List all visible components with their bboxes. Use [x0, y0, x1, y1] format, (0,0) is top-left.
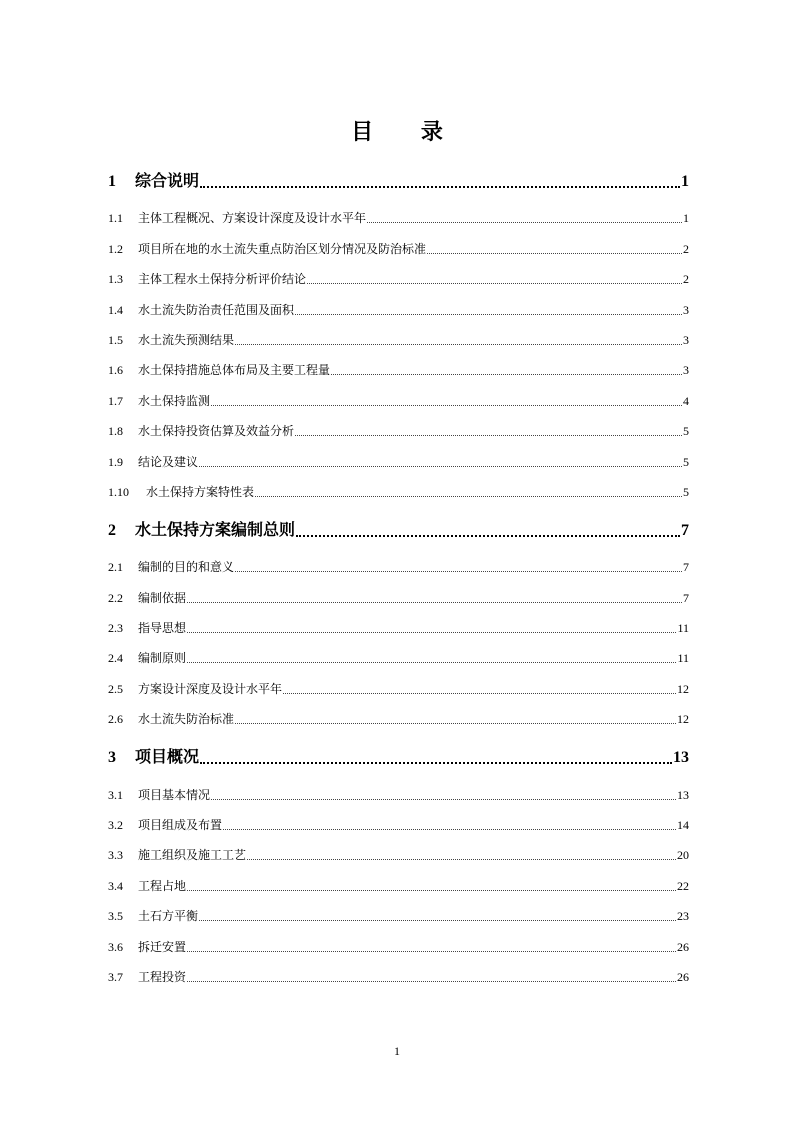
- toc-page-number: 26: [677, 939, 689, 954]
- toc-page-number: 1: [683, 211, 689, 226]
- toc-label: 方案设计深度及设计水平年: [138, 681, 283, 696]
- toc-number: 1.2: [108, 241, 123, 256]
- toc-page-number: 13: [677, 787, 689, 802]
- toc-label: 编制原则: [138, 651, 187, 666]
- dot-leader: [296, 524, 680, 540]
- toc-number: 3.4: [108, 878, 123, 893]
- toc-number: 3.6: [108, 939, 123, 954]
- toc-number: 1.1: [108, 211, 123, 226]
- toc-number: 1.9: [108, 454, 123, 469]
- dot-leader: [367, 214, 682, 226]
- toc-number: 2: [108, 521, 116, 539]
- toc-section[interactable]: [108, 863, 689, 893]
- dot-leader: [295, 306, 682, 318]
- toc-section[interactable]: [108, 470, 689, 500]
- toc-page-number: 5: [683, 424, 689, 439]
- toc-page-number: 26: [677, 969, 689, 984]
- toc-label: 编制依据: [138, 590, 187, 605]
- toc-label: 水土保持投资估算及效益分析: [138, 424, 295, 439]
- dot-leader: [307, 275, 682, 287]
- toc-page-number: 14: [677, 818, 689, 833]
- toc-label: 水土流失防治责任范围及面积: [138, 302, 295, 317]
- toc-page-number: 11: [677, 651, 689, 666]
- toc-number: 1.8: [108, 424, 123, 439]
- toc-section[interactable]: [108, 287, 689, 317]
- dot-leader: [211, 397, 682, 409]
- toc-number: 1.6: [108, 363, 123, 378]
- toc-label: 施工组织及施工工艺: [138, 848, 247, 863]
- toc-label: 工程占地: [138, 878, 187, 893]
- toc-label: 项目概况: [135, 747, 200, 767]
- dot-leader: [427, 245, 682, 257]
- toc-label: 主体工程水土保持分析评价结论: [138, 272, 307, 287]
- toc-section[interactable]: [108, 666, 689, 696]
- toc-section[interactable]: [108, 545, 689, 575]
- toc-number: 2.1: [108, 560, 123, 575]
- toc-number: 1: [108, 173, 116, 190]
- page-title: 目 录: [351, 120, 463, 145]
- toc-section[interactable]: [108, 409, 689, 439]
- dot-leader: [211, 791, 676, 803]
- toc-section[interactable]: [108, 803, 689, 833]
- toc-label: 结论及建议: [138, 454, 199, 469]
- toc-label: 土石方平衡: [138, 909, 199, 924]
- toc-label: 水土保持监测: [138, 393, 211, 408]
- table-of-contents: [108, 160, 689, 985]
- toc-section[interactable]: [108, 196, 689, 226]
- toc-page-number: 3: [683, 363, 689, 378]
- toc-section[interactable]: [108, 378, 689, 408]
- dot-leader: [235, 715, 676, 727]
- toc-label: 指导思想: [138, 621, 187, 636]
- toc-page-number: 23: [677, 909, 689, 924]
- toc-label: 水土保持方案编制总则: [135, 519, 296, 539]
- toc-number: 3: [108, 749, 116, 767]
- toc-number: 2.2: [108, 590, 123, 605]
- dot-leader: [187, 654, 676, 666]
- toc-section[interactable]: [108, 894, 689, 924]
- toc-label: 主体工程概况、方案设计深度及设计水平年: [138, 211, 367, 226]
- toc-section[interactable]: [108, 226, 689, 256]
- toc-page-number: 1: [681, 173, 689, 190]
- toc-section[interactable]: [108, 955, 689, 985]
- toc-number: 2.4: [108, 651, 123, 666]
- toc-section[interactable]: [108, 833, 689, 863]
- toc-section[interactable]: [108, 575, 689, 605]
- toc-section[interactable]: [108, 439, 689, 469]
- toc-page-number: 2: [683, 272, 689, 287]
- toc-section[interactable]: [108, 636, 689, 666]
- toc-page-number: 11: [677, 621, 689, 636]
- toc-label: 水土流失预测结果: [138, 332, 235, 347]
- toc-page-number: 12: [677, 681, 689, 696]
- dot-leader: [200, 751, 672, 767]
- toc-page-number: 4: [683, 393, 689, 408]
- dot-leader: [187, 594, 682, 606]
- dot-leader: [199, 458, 682, 470]
- toc-number: 3.2: [108, 818, 123, 833]
- toc-page-number: 20: [677, 848, 689, 863]
- toc-section[interactable]: [108, 772, 689, 802]
- toc-section[interactable]: [108, 924, 689, 954]
- toc-page-number: 5: [683, 454, 689, 469]
- toc-chapter[interactable]: [108, 509, 689, 540]
- dot-leader: [223, 821, 676, 833]
- dot-leader: [187, 624, 676, 636]
- dot-leader: [235, 563, 682, 575]
- toc-page-number: 5: [683, 484, 689, 499]
- toc-section[interactable]: [108, 318, 689, 348]
- toc-page-number: 3: [683, 302, 689, 317]
- toc-section[interactable]: [108, 257, 689, 287]
- toc-label: 项目所在地的水土流失重点防治区划分情况及防治标准: [138, 241, 427, 256]
- toc-chapter[interactable]: [108, 160, 689, 191]
- toc-section[interactable]: [108, 697, 689, 727]
- toc-number: 1.4: [108, 302, 123, 317]
- toc-number: 1.5: [108, 332, 123, 347]
- dot-leader: [331, 366, 682, 378]
- dot-leader: [235, 336, 682, 348]
- toc-section[interactable]: [108, 606, 689, 636]
- toc-number: 3.3: [108, 848, 123, 863]
- toc-number: 2.6: [108, 712, 123, 727]
- toc-page-number: 22: [677, 878, 689, 893]
- toc-number: 1.10: [108, 484, 129, 499]
- toc-number: 3.1: [108, 787, 123, 802]
- dot-leader: [283, 685, 676, 697]
- dot-leader: [247, 851, 676, 863]
- dot-leader: [295, 427, 682, 439]
- toc-page-number: 3: [683, 332, 689, 347]
- toc-label: 综合说明: [135, 171, 200, 190]
- footer-page-number: 1: [394, 1044, 400, 1058]
- toc-label: 项目组成及布置: [138, 818, 223, 833]
- dot-leader: [200, 175, 680, 191]
- toc-page-number: 13: [673, 749, 689, 767]
- toc-chapter[interactable]: [108, 736, 689, 767]
- toc-label: 工程投资: [138, 969, 187, 984]
- toc-page-number: 2: [683, 241, 689, 256]
- toc-number: 3.7: [108, 969, 123, 984]
- toc-page-number: 7: [683, 560, 689, 575]
- toc-number: 1.7: [108, 393, 123, 408]
- dot-leader: [187, 943, 676, 955]
- dot-leader: [187, 882, 676, 894]
- toc-label: 项目基本情况: [138, 787, 211, 802]
- toc-label: 拆迁安置: [138, 939, 187, 954]
- toc-number: 1.3: [108, 272, 123, 287]
- toc-number: 3.5: [108, 909, 123, 924]
- toc-label: 水土保持措施总体布局及主要工程量: [138, 363, 331, 378]
- dot-leader: [199, 912, 676, 924]
- toc-page-number: 7: [681, 521, 689, 539]
- toc-section[interactable]: [108, 348, 689, 378]
- toc-number: 2.3: [108, 621, 123, 636]
- toc-label: 水土流失防治标准: [138, 712, 235, 727]
- dot-leader: [187, 973, 676, 985]
- dot-leader: [255, 488, 682, 500]
- toc-label: 编制的目的和意义: [138, 560, 235, 575]
- toc-page-number: 12: [677, 712, 689, 727]
- toc-page-number: 7: [683, 590, 689, 605]
- toc-label: 水土保持方案特性表: [146, 484, 255, 499]
- toc-number: 2.5: [108, 681, 123, 696]
